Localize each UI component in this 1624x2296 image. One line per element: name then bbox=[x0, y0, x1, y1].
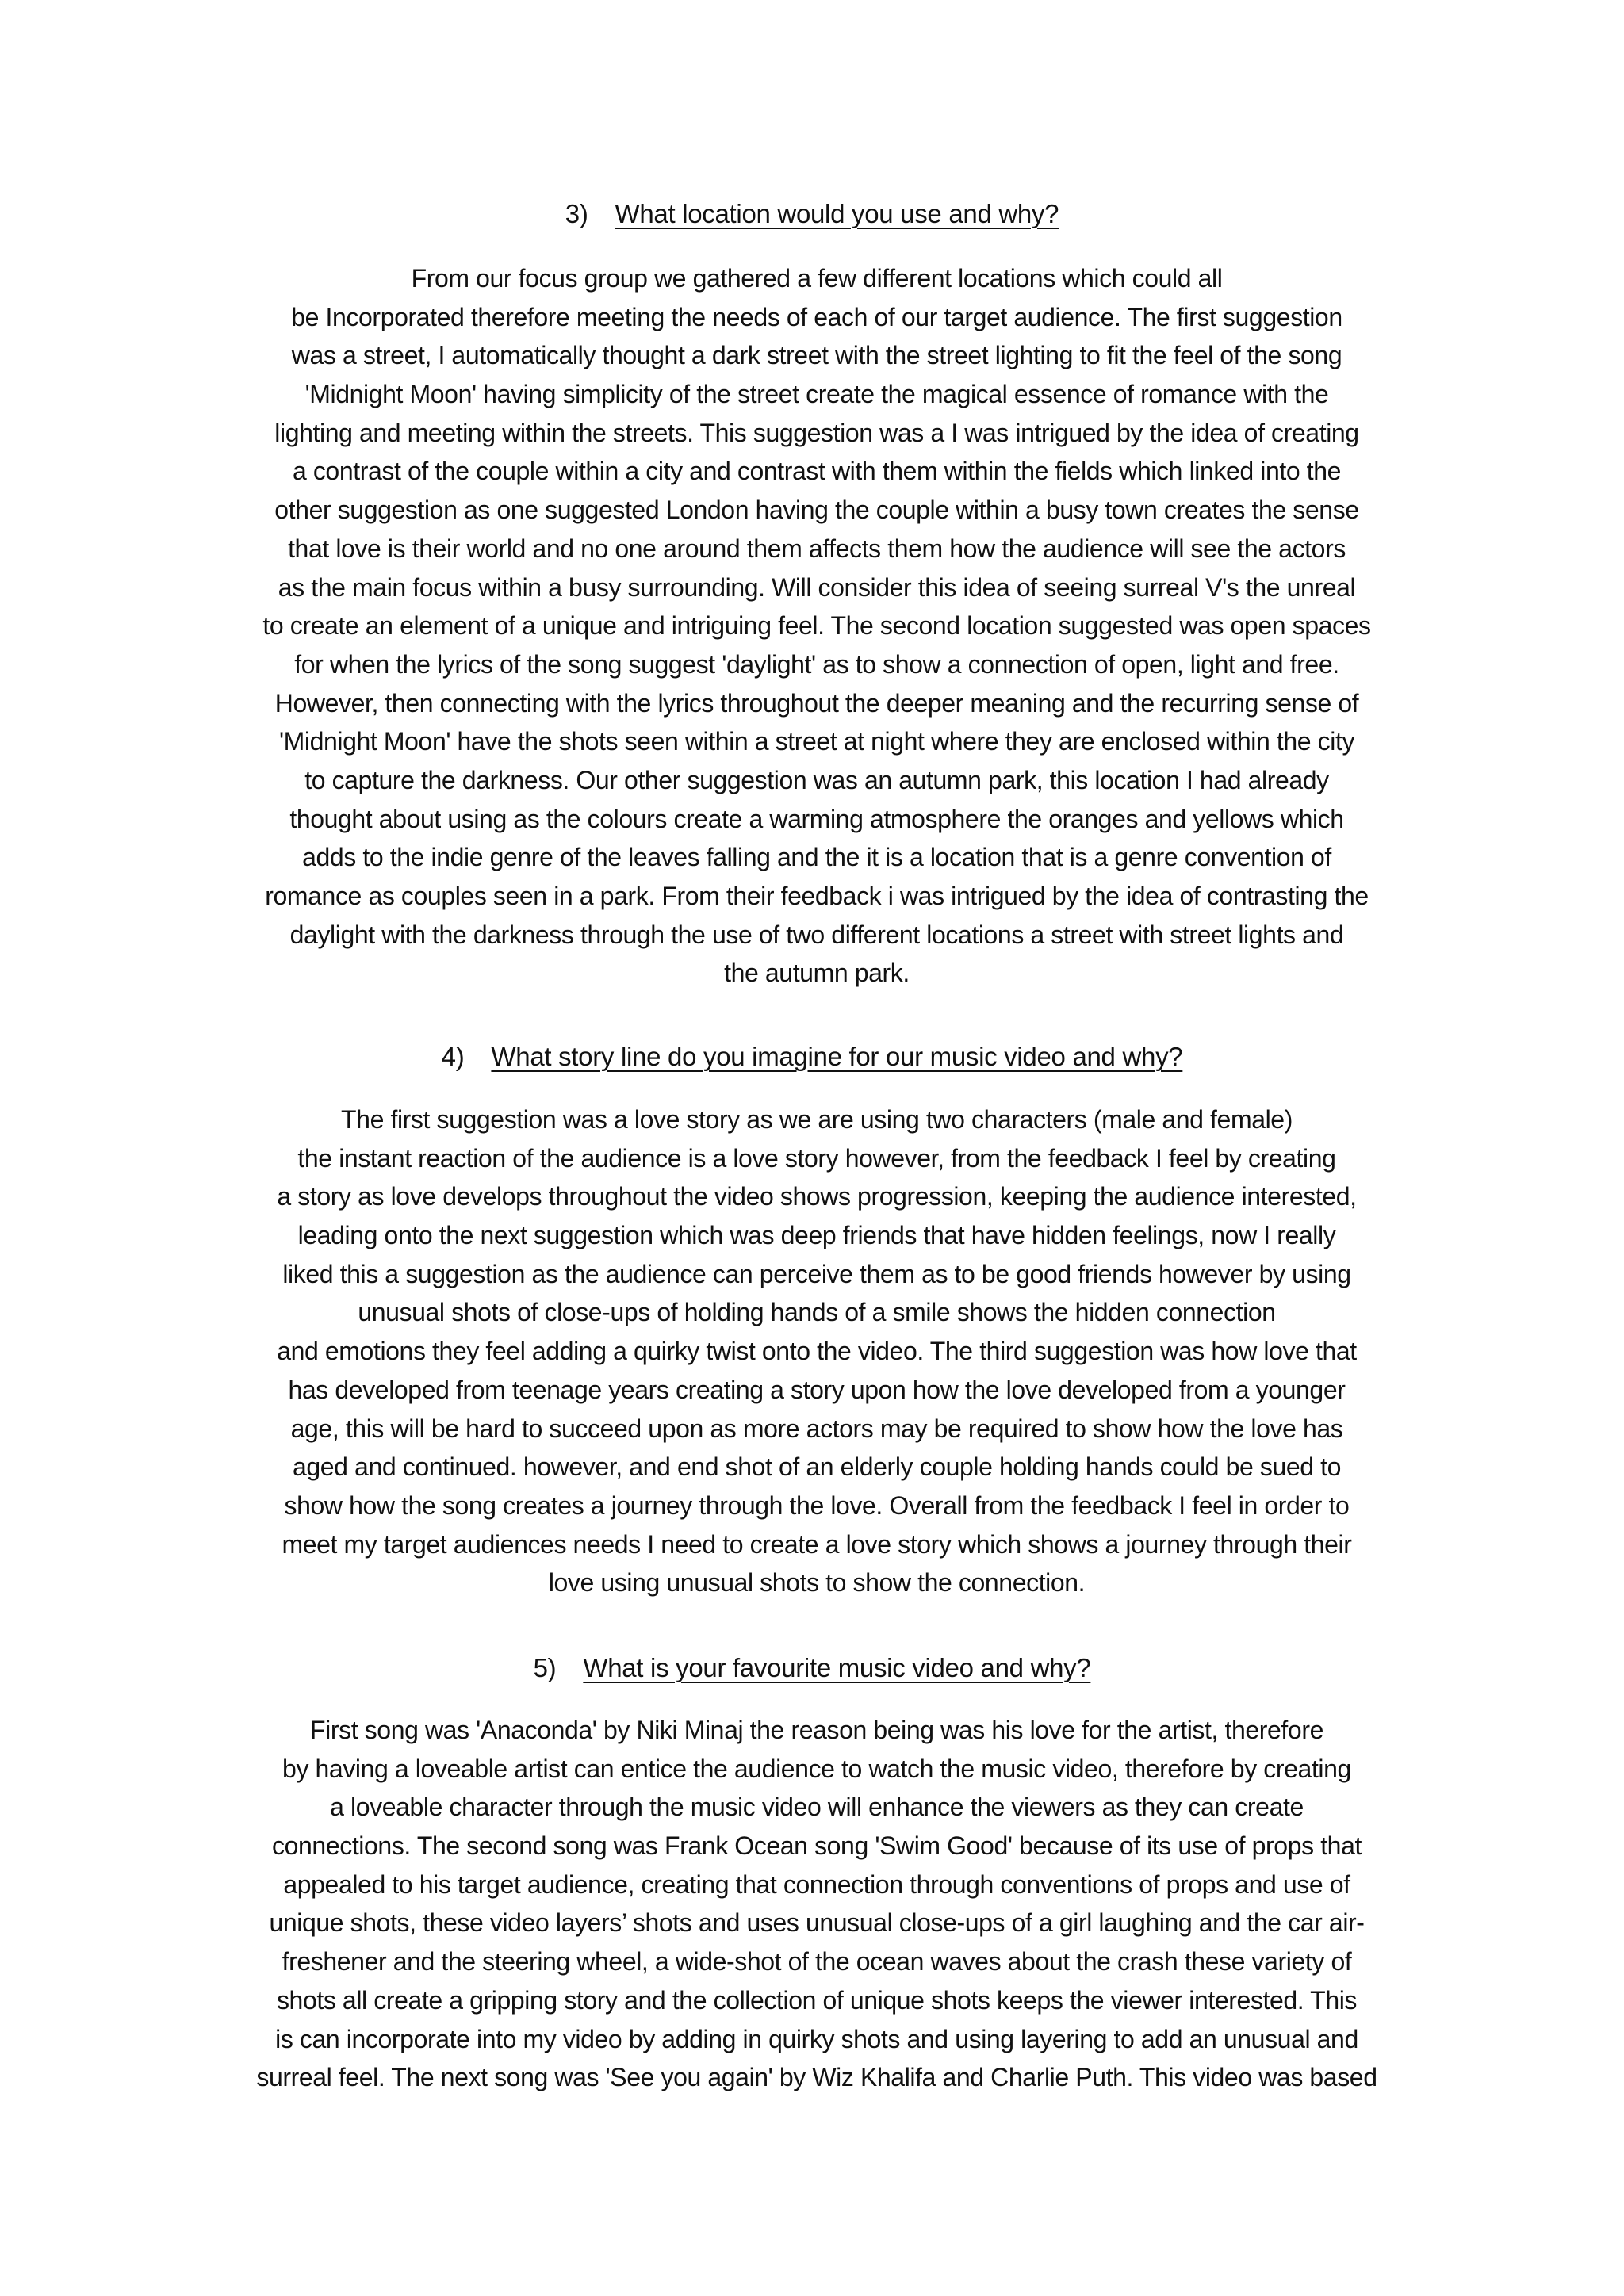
text-line: to capture the darkness. Our other suggestion was an autumn park, this location I had already bbox=[304, 765, 1329, 794]
text-line: be Incorporated therefore meeting the needs of each of our target audience. The first suggestion bbox=[291, 302, 1342, 331]
text-line: by having a loveable artist can entice the audience to watch the music video, therefore by creating bbox=[282, 1754, 1351, 1783]
text-line: a story as love develops throughout the video shows progression, keeping the audience interested, bbox=[277, 1182, 1357, 1211]
question-text: What story line do you imagine for our music video and why? bbox=[491, 1042, 1183, 1071]
question-number: 5) bbox=[533, 1653, 557, 1682]
question-number: 3) bbox=[565, 199, 588, 228]
text-line: unusual shots of close-ups of holding hands of a smile shows the hidden connection bbox=[358, 1298, 1276, 1327]
text-line: the autumn park. bbox=[724, 959, 910, 988]
answer-paragraph-3 bbox=[190, 259, 1443, 993]
text-line: aged and continued. however, and end shot of an elderly couple holding hands could be sued to bbox=[292, 1452, 1342, 1482]
text-line: the instant reaction of the audience is a love story however, from the feedback I feel by creating bbox=[297, 1143, 1336, 1173]
text-line: a contrast of the couple within a city and contrast with them within the fields which linked into the bbox=[292, 457, 1342, 486]
text-line: was a street, I automatically thought a dark street with the street lighting to fit the feel of the song bbox=[291, 341, 1342, 370]
text-line: 'Midnight Moon' having simplicity of the street create the magical essence of romance with the bbox=[304, 380, 1329, 409]
text-line: adds to the indie genre of the leaves falling and the it is a location that is a genre convention of bbox=[302, 843, 1331, 872]
text-line: appealed to his target audience, creating that connection through conventions of props and use of bbox=[283, 1869, 1350, 1899]
text-line: love using unusual shots to show the connection. bbox=[548, 1568, 1086, 1598]
text-line: shots all create a gripping story and the collection of unique shots keeps the viewer interested. This bbox=[276, 1985, 1358, 2015]
text-line: lighting and meeting within the streets. This suggestion was a I was intrigued by the idea of creating bbox=[274, 418, 1359, 447]
text-line: to create an element of a unique and intriguing feel. The second location suggested was open spaces bbox=[262, 611, 1371, 641]
text-line: for when the lyrics of the song suggest 'daylight' as to show a connection of open, light and free. bbox=[294, 649, 1339, 679]
text-line: leading onto the next suggestion which was deep friends that have hidden feelings, now I really bbox=[297, 1221, 1336, 1250]
text-line: freshener and the steering wheel, a wide-shot of the ocean waves about the crash these variety of bbox=[282, 1947, 1352, 1976]
text-line: that love is their world and no one around them affects them how the audience will see the actors bbox=[288, 534, 1346, 563]
text-line: First song was 'Anaconda' by Niki Minaj the reason being was his love for the artist, therefore bbox=[310, 1716, 1323, 1744]
text-line: a loveable character through the music video will enhance the viewers as they can create bbox=[330, 1793, 1304, 1822]
question-heading-4 bbox=[0, 1037, 1624, 1077]
text-line: 'Midnight Moon' have the shots seen within a street at night where they are enclosed within the city bbox=[278, 727, 1355, 756]
text-line: is can incorporate into my video by adding in quirky shots and using layering to add an unusual and bbox=[275, 2024, 1358, 2053]
question-text: What location would you use and why? bbox=[615, 199, 1059, 228]
text-line: age, this will be hard to succeed upon as more actors may be required to show how the love has bbox=[290, 1414, 1343, 1443]
text-line: romance as couples seen in a park. From their feedback i was intrigued by the idea of contrasting the bbox=[265, 882, 1369, 910]
text-line: daylight with the darkness through the use of two different locations a street with street lights and bbox=[289, 920, 1344, 949]
text-line: From our focus group we gathered a few different locations which could all bbox=[411, 264, 1223, 293]
question-heading-5 bbox=[0, 1648, 1624, 1688]
text-line: However, then connecting with the lyrics throughout the deeper meaning and the recurring sense of bbox=[274, 688, 1359, 718]
answer-paragraph-5 bbox=[190, 1711, 1443, 2097]
text-line: surreal feel. The next song was 'See you again' by Wiz Khalifa and Charlie Puth. This video was based bbox=[256, 2063, 1377, 2092]
text-line: connections. The second song was Frank Ocean song 'Swim Good' because of its use of props that bbox=[272, 1831, 1362, 1861]
question-text: What is your favourite music video and why? bbox=[583, 1653, 1091, 1682]
text-line: unique shots, these video layers’ shots and uses unusual close-ups of a girl laughing and the car air- bbox=[269, 1908, 1365, 1938]
text-line: and emotions they feel adding a quirky twist onto the video. The third suggestion was how love that bbox=[277, 1337, 1357, 1366]
text-line: other suggestion as one suggested London having the couple within a busy town creates the sense bbox=[274, 496, 1359, 525]
question-heading-3 bbox=[0, 194, 1624, 234]
text-line: as the main focus within a busy surrounding. Will consider this idea of seeing surreal V's the unreal bbox=[278, 572, 1356, 602]
text-line: thought about using as the colours create a warming atmosphere the oranges and yellows which bbox=[289, 804, 1344, 833]
text-line: has developed from teenage years creating a story upon how the love developed from a younger bbox=[288, 1375, 1346, 1404]
question-number: 4) bbox=[441, 1042, 465, 1071]
text-line: meet my target audiences needs I need to create a love story which shows a journey through their bbox=[282, 1529, 1352, 1559]
text-line: The first suggestion was a love story as we are using two characters (male and female) bbox=[341, 1105, 1293, 1134]
text-line: show how the song creates a journey through the love. Overall from the feedback I feel in order to bbox=[284, 1490, 1350, 1520]
answer-paragraph-4 bbox=[190, 1100, 1443, 1602]
text-line: liked this a suggestion as the audience can perceive them as to be good friends however by using bbox=[282, 1259, 1351, 1288]
